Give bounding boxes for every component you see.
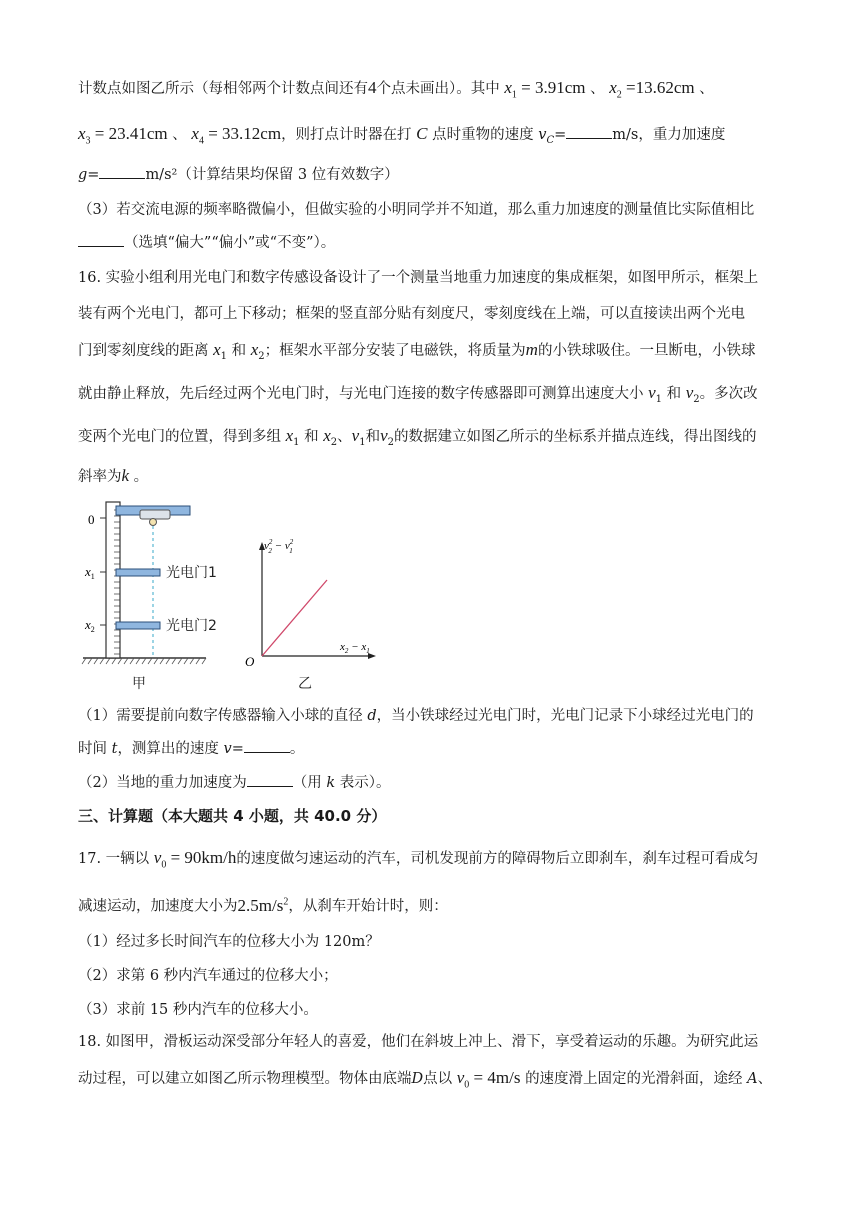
y-axis-label: $v^2$ $2 - v^2$ 1 bbox=[264, 538, 294, 555]
q18-line-2: 动过程，可以建立如图乙所示物理模型。物体由底端D点以 $v_0 = 4m/s$ 的速度滑上固定的光滑斜面，途经 A、 bbox=[78, 1068, 773, 1091]
q17-part-3: （3）求前 15 秒内汽车的位移大小。 bbox=[78, 1002, 318, 1018]
q15-line-1: 计数点如图乙所示（每相邻两个计数点间还有4个点未画出）。其中 $x_1 = 3.91cm$ 、 $x_2 =13.62cm$ 、 bbox=[78, 78, 714, 101]
blank-v[interactable] bbox=[244, 738, 290, 753]
count-4: 4 bbox=[368, 78, 377, 97]
q17-line-2: 减速运动，加速度大小为$2.5m/s^2$，从刹车开始计时，则： bbox=[78, 895, 448, 915]
blank-gravity[interactable] bbox=[247, 772, 293, 787]
label-x1: $x_1$ bbox=[85, 564, 95, 581]
eq-x3: $x_3 = 23.41cm$ bbox=[78, 124, 168, 147]
q16-line-1: 16. 实验小组利用光电门和数字传感设备设计了一个测量当地重力加速度的集成框架，如图甲所示，框架上 bbox=[78, 270, 759, 286]
caption-jia: 甲 bbox=[132, 676, 146, 692]
section-title: 三、计算题（本大题共 4 小题，共 40.0 分） bbox=[78, 807, 387, 825]
point-c: C bbox=[416, 124, 428, 143]
eq-a: $2.5m/s^2$ bbox=[237, 895, 289, 915]
eq-x4: $x_4 = 33.12cm$ bbox=[191, 124, 282, 147]
q16-part-2: （2）当地的重力加速度为 （用 k 表示）。 bbox=[78, 772, 391, 793]
eq-x1: $x_1 = 3.91cm$ bbox=[504, 78, 586, 101]
blank-g[interactable] bbox=[99, 164, 145, 179]
q17-part-1: （1）经过多长时间汽车的位移大小为 120m？ bbox=[78, 934, 380, 950]
q16-part-1: （1）需要提前向数字传感器输入小球的直径 d，当小铁球经过光电门时，光电门记录下小球经过光电门的 bbox=[78, 708, 754, 724]
label-x2: $x_2$ bbox=[85, 617, 95, 634]
eq-v0: $v_0 = 90km/h$ bbox=[153, 848, 237, 871]
blank-vc[interactable] bbox=[566, 124, 612, 139]
origin-label: O bbox=[245, 654, 255, 669]
q16-line-2: 装有两个光电门，都可上下移动；框架的竖直部分贴有刻度尺，零刻度线在上端，可以直接读出两个光电 bbox=[78, 306, 745, 322]
caption-yi: 乙 bbox=[298, 676, 312, 692]
figure-yi bbox=[245, 538, 376, 692]
q17-line-1: 17. 一辆以 $v_0 = 90km/h$的速度做匀速运动的汽车，司机发现前方的障碍物后立即刹车，刹车过程可看成匀 bbox=[78, 848, 759, 871]
q16-figure bbox=[78, 496, 378, 696]
q16-line-6: 斜率为k 。 bbox=[78, 466, 149, 485]
q16-line-4: 就由静止释放，先后经过两个光电门时，与光电门连接的数字传感器即可测算出速度大小 $v_1$ 和 $v_2$。多次改 bbox=[78, 383, 758, 405]
q16-line-3: 门到零刻度线的距离 $x_1$ 和 $x_2$；框架水平部分安装了电磁铁，将质量为m的小铁球吸住。一旦断电，小铁球 bbox=[78, 340, 756, 362]
q15-line-2: $x_3 = 23.41cm$ 、 $x_4 = 33.12cm$，则打点计时器在打 C 点时重物的速度 $v_C= m/s$，重力加速度 bbox=[78, 124, 726, 147]
q16-part-1-cont: 时间 t，测算出的速度 v= 。 bbox=[78, 738, 304, 759]
x-axis-label: $x_2 - x_1$ bbox=[340, 641, 370, 655]
q15-part-3: （3）若交流电源的频率略微偏小，但做实验的小明同学并不知道，那么重力加速度的测量值比实际值相比 bbox=[78, 202, 755, 218]
eq-q18-v0: $v_0 = 4m/s$ bbox=[456, 1068, 521, 1091]
blank-bias[interactable] bbox=[78, 232, 124, 247]
q15-part-3-cont: （选填“偏大”“偏小”或“不变”）。 bbox=[78, 232, 335, 253]
q17-part-2: （2）求第 6 秒内汽车通过的位移大小； bbox=[78, 968, 338, 984]
q15-line-3: g= m/s²（计算结果均保留 3 位有效数字） bbox=[78, 164, 399, 185]
q18-line-1: 18. 如图甲，滑板运动深受部分年轻人的喜爱，他们在斜坡上冲上、滑下，享受着运动的乐趣。为研究此运 bbox=[78, 1034, 759, 1050]
label-gate-1: 光电门1 bbox=[166, 565, 217, 581]
label-gate-2: 光电门2 bbox=[166, 618, 217, 634]
figure-jia bbox=[82, 502, 217, 692]
eq-x2: $x_2 =13.62cm$ bbox=[609, 78, 695, 101]
q16-line-5: 变两个光电门的位置，得到多组 $x_1$ 和 $x_2$、$v_1$和$v_2$的数据建立如图乙所示的坐标系并描点连线，得出图线的 bbox=[78, 426, 757, 448]
var-vc: $v_C=$ bbox=[538, 127, 567, 146]
graph-line bbox=[262, 580, 327, 656]
label-zero: 0 bbox=[88, 512, 95, 527]
